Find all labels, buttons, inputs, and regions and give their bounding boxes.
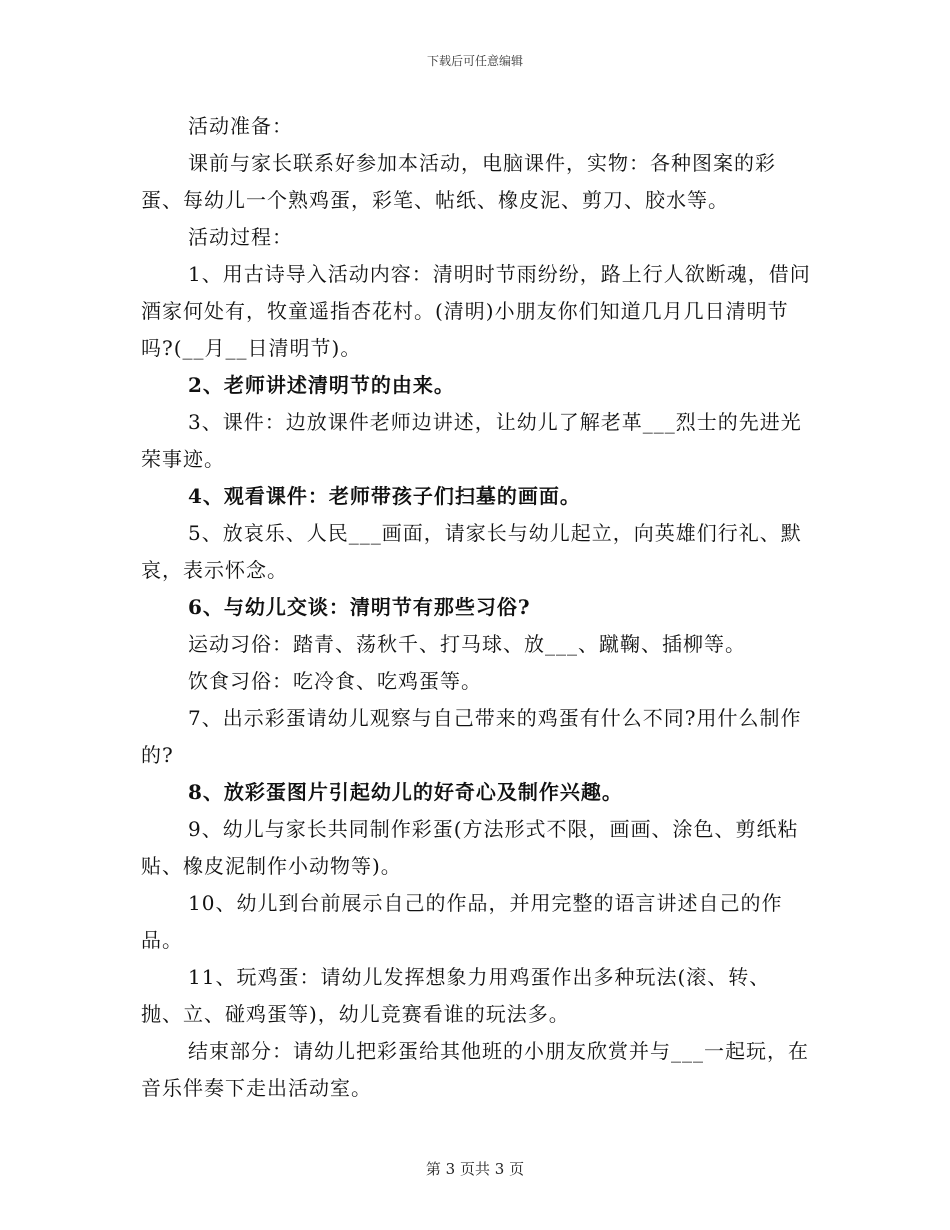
paragraph-activity-prep-heading: 活动准备： <box>188 114 293 138</box>
paragraph-activity-prep: 课前与家长联系好参加本活动，电脑课件，实物：各种图案的彩蛋、每幼儿一个熟鸡蛋，彩笔、帖纸、橡皮泥、剪刀、胶水等。 <box>141 151 776 212</box>
paragraph-food-customs: 饮食习俗：吃冷食、吃鸡蛋等。 <box>188 669 482 693</box>
paragraph-step-5: 5、放哀乐、人民___画面，请家长与幼儿起立，向英雄们行礼、默哀，表示怀念。 <box>141 521 802 582</box>
paragraph-step-10: 10、幼儿到台前展示自己的作品，并用完整的语言讲述自己的作品。 <box>141 891 783 952</box>
paragraph-step-4: 4、观看课件：老师带孩子们扫墓的画面。 <box>188 484 581 508</box>
paragraph-ending: 结束部分：请幼儿把彩蛋给其他班的小朋友欣赏并与___一起玩，在音乐伴奏下走出活动室。 <box>141 1039 809 1100</box>
page-footer: 第 3 页共 3 页 <box>425 1160 525 1178</box>
paragraph-step-11: 11、玩鸡蛋：请幼儿发挥想象力用鸡蛋作出多种玩法(滚、转、抛、立、碰鸡蛋等)，幼儿竞赛看谁的玩法多。 <box>141 965 771 1026</box>
paragraph-activity-process-heading: 活动过程： <box>188 225 293 249</box>
document-body <box>141 108 811 1107</box>
paragraph-step-2: 2、老师讲述清明节的由来。 <box>188 373 455 397</box>
paragraph-sports-customs: 运动习俗：踏青、荡秋千、打马球、放___、蹴鞠、插柳等。 <box>188 632 746 656</box>
page-header: 下载后可任意编辑 <box>426 54 523 68</box>
paragraph-step-1: 1、用古诗导入活动内容：清明时节雨纷纷，路上行人欲断魂，借问酒家何处有，牧童遥指杏花村。(清明)小朋友你们知道几月几日清明节吗?(__月__日清明节)。 <box>141 262 811 360</box>
paragraph-step-6: 6、与幼儿交谈：清明节有那些习俗? <box>188 595 531 619</box>
paragraph-step-9: 9、幼儿与家长共同制作彩蛋(方法形式不限，画画、涂色、剪纸粘贴、橡皮泥制作小动物等)。 <box>141 817 799 878</box>
paragraph-step-3: 3、课件：边放课件老师边讲述，让幼儿了解老革___烈士的先进光荣事迹。 <box>141 410 802 471</box>
paragraph-step-8: 8、放彩蛋图片引起幼儿的好奇心及制作兴趣。 <box>188 780 623 804</box>
paragraph-step-7: 7、出示彩蛋请幼儿观察与自己带来的鸡蛋有什么不同?用什么制作的? <box>141 706 802 767</box>
